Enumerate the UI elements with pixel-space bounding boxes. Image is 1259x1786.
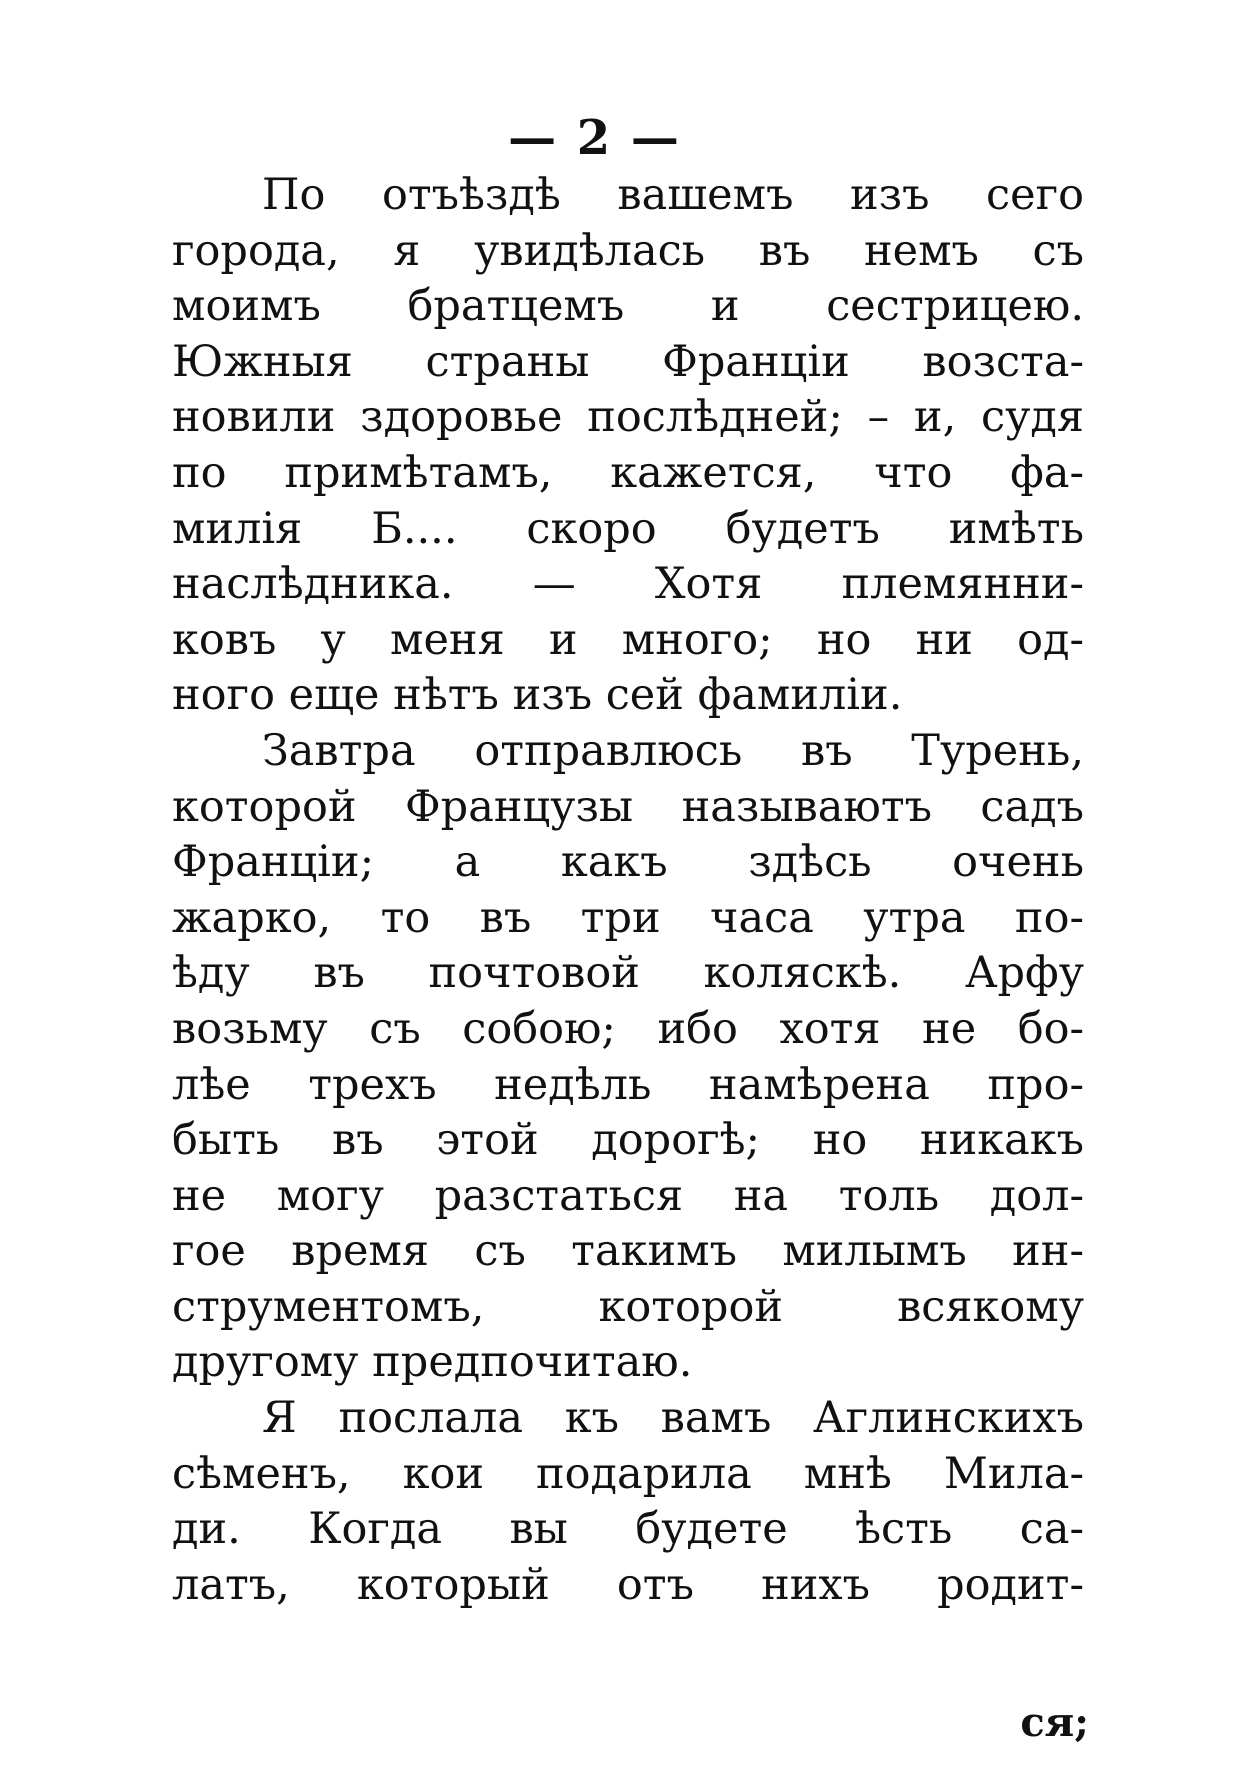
text-line: Южныя страны Франціи возста- bbox=[172, 336, 1084, 387]
text-line: Я послала къ вамъ Аглинскихъ bbox=[262, 1393, 1084, 1444]
text-line: латъ, который отъ нихъ родит- bbox=[172, 1559, 1084, 1610]
text-line: ди. Когда вы будете ѣсть са- bbox=[172, 1504, 1084, 1555]
text-line: города, я увидѣлась въ немъ съ bbox=[172, 225, 1084, 276]
catchword: ся; bbox=[1020, 1699, 1089, 1746]
text-line: новили здоровье послѣдней; – и, судя bbox=[172, 392, 1084, 443]
text-line: Франціи; а какъ здѣсь очень bbox=[172, 837, 1084, 888]
text-line: жарко, то въ три часа утра по- bbox=[172, 892, 1084, 943]
text-line: милія Б.... скоро будетъ имѣть bbox=[172, 503, 1084, 554]
text-line: Завтра отправлюсь въ Турень, bbox=[262, 725, 1084, 776]
text-line: ѣду въ почтовой коляскѣ. Арфу bbox=[172, 948, 1084, 999]
body-text bbox=[172, 168, 1084, 1613]
text-line: По отъѣздѣ вашемъ изъ сего bbox=[262, 170, 1084, 220]
page-number: — 2 — bbox=[508, 110, 681, 166]
text-line: не могу разстаться на толь дол- bbox=[172, 1170, 1084, 1221]
text-line: наслѣдника. — Хотя племянни- bbox=[172, 559, 1084, 610]
text-line: ковъ у меня и много; но ни од- bbox=[172, 614, 1084, 665]
text-line: струментомъ, которой всякому bbox=[172, 1281, 1084, 1332]
text-line: сѣменъ, кои подарила мнѣ Мила- bbox=[172, 1448, 1084, 1499]
text-line: возьму съ собою; ибо хотя не бо- bbox=[172, 1003, 1084, 1054]
text-line: гое время съ такимъ милымъ ин- bbox=[172, 1226, 1084, 1277]
text-line: которой Французы называютъ садъ bbox=[172, 781, 1084, 832]
text-line: моимъ братцемъ и сестрицею. bbox=[172, 281, 1084, 332]
text-line: быть въ этой дорогѣ; но никакъ bbox=[172, 1115, 1084, 1166]
text-line: лѣе трехъ недѣль намѣрена про- bbox=[172, 1059, 1084, 1110]
text-line: ного еще нѣтъ изъ сей фамиліи. bbox=[172, 670, 903, 721]
text-line: по примѣтамъ, кажется, что фа- bbox=[172, 447, 1084, 498]
text-line: другому предпочитаю. bbox=[172, 1337, 693, 1388]
